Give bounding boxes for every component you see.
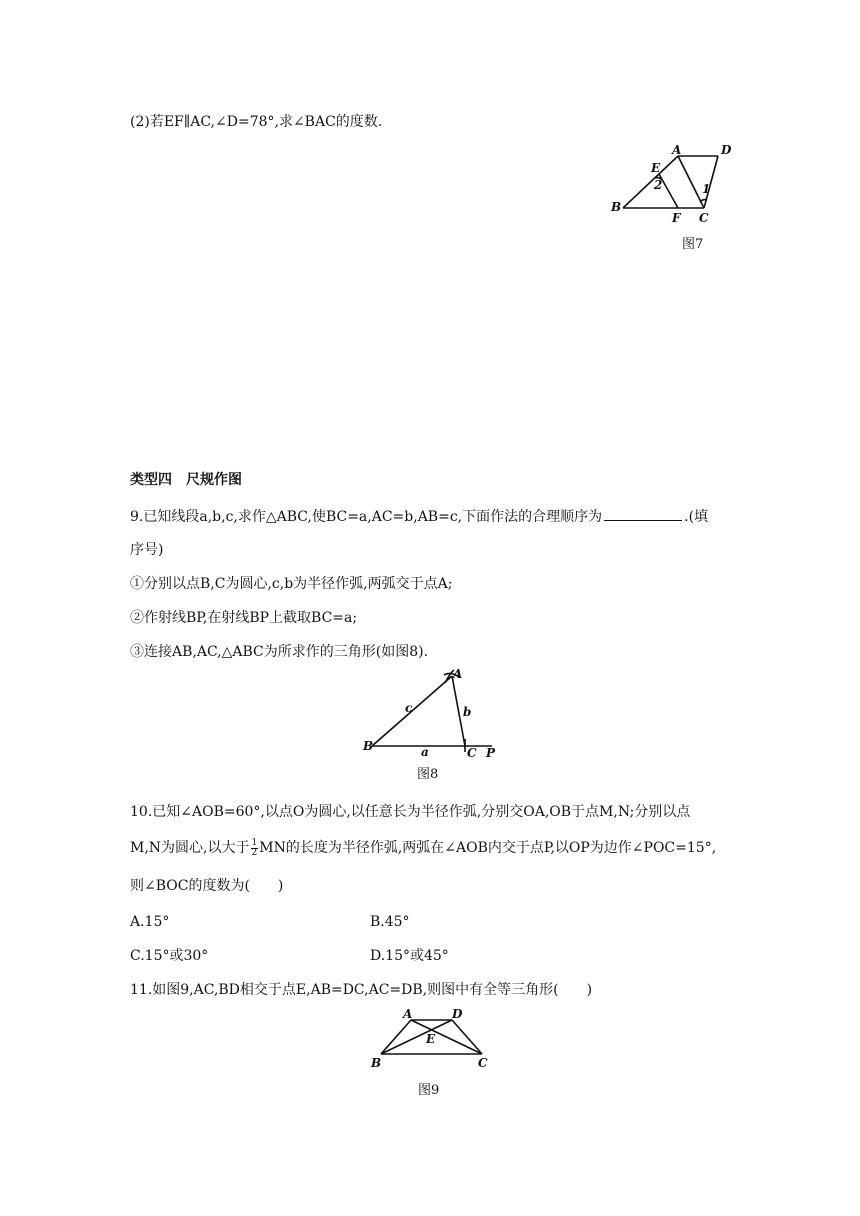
section-heading: 类型四 尺规作图 — [130, 472, 242, 488]
fraction-denominator: 2 — [251, 847, 258, 858]
q9-line2: 序号) — [130, 542, 164, 558]
q10-option-C: C.15°或30° — [130, 948, 209, 964]
q10-option-B: B.45° — [370, 914, 410, 930]
fig8-label-c: c — [405, 701, 413, 715]
figure-8 — [360, 666, 510, 762]
fig7-label-2: 2 — [654, 178, 663, 192]
q9-step-2: ②作射线BP,在射线BP上截取BC=a; — [130, 610, 358, 626]
q10-option-D: D.15°或45° — [370, 948, 449, 964]
fig8-label-a: a — [421, 745, 429, 759]
fig7-caption: 图7 — [682, 237, 704, 252]
fig9-caption: 图9 — [418, 1083, 440, 1098]
q10-option-A: A.15° — [130, 914, 170, 930]
fig7-label-D: D — [721, 143, 732, 157]
fig9-label-C: C — [478, 1056, 488, 1070]
fraction-one-half — [251, 839, 259, 858]
q10-line2-before: M,N为圆心,以大于 — [130, 840, 250, 856]
fig9-label-A: A — [403, 1007, 413, 1021]
fig8-label-C: C — [467, 746, 477, 760]
fig9-label-D: D — [452, 1007, 463, 1021]
fig9-label-B: B — [371, 1056, 382, 1070]
fig7-label-E: E — [651, 161, 661, 175]
q9-answer-blank[interactable] — [604, 506, 682, 521]
fig8-label-b: b — [463, 705, 472, 719]
fig8-label-B: B — [363, 739, 374, 753]
fig7-label-A: A — [672, 143, 682, 157]
fig7-label-C: C — [699, 211, 709, 225]
fig8-label-A: A — [453, 667, 463, 681]
q9-text-after: .(填 — [684, 509, 709, 525]
q10-line1: 10.已知∠AOB=60°,以点O为圆心,以任意长为半径作弧,分别交OA,OB于点M,N;分别以点 — [130, 804, 691, 820]
fig8-label-P: P — [486, 746, 496, 760]
figure-7 — [600, 140, 750, 230]
fig7-label-1: 1 — [702, 182, 711, 196]
q8-part2-text: (2)若EF∥AC,∠D=78°,求∠BAC的度数. — [130, 114, 383, 130]
q9-text-before: 9.已知线段a,b,c,求作△ABC,使BC=a,AC=b,AB=c,下面作法的合理顺序为 — [130, 509, 603, 525]
fraction-numerator: 1 — [251, 837, 258, 848]
figure-9 — [368, 1006, 498, 1074]
q10-line3: 则∠BOC的度数为( ) — [130, 878, 284, 894]
q9-step-1: ①分别以点B,C为圆心,c,b为半径作弧,两弧交于点A; — [130, 576, 453, 592]
q9-line1 — [130, 506, 708, 527]
q11-text: 11.如图9,AC,BD相交于点E,AB=DC,AC=DB,则图中有全等三角形( ) — [130, 982, 593, 998]
q9-step-3: ③连接AB,AC,△ABC为所求作的三角形(如图8). — [130, 644, 429, 660]
fig7-label-B: B — [611, 200, 622, 214]
fig9-label-E: E — [426, 1032, 436, 1046]
q10-line2 — [130, 838, 716, 858]
q10-line2-after: MN的长度为半径作弧,两弧在∠AOB内交于点P,以OP为边作∠POC=15°, — [259, 840, 717, 856]
fig7-label-F: F — [672, 211, 681, 225]
fig8-caption: 图8 — [417, 767, 439, 782]
